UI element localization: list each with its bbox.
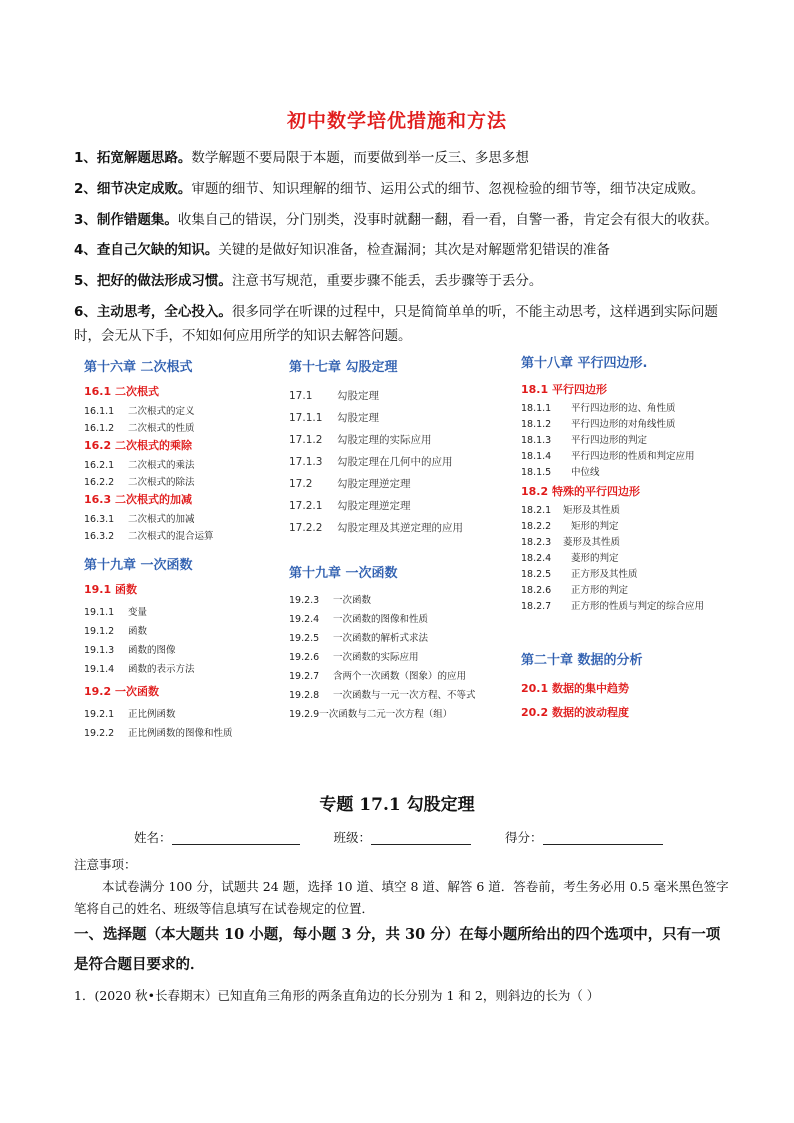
section-title: 18.2 特殊的平行四边形: [521, 485, 640, 498]
list-item: 16.1.2 二次根式的性质: [84, 423, 195, 434]
tip-3: 3、制作错题集。收集自己的错误，分门别类，没事时就翻一翻，看一看，自警一番，肯定会有很大的收获。: [74, 212, 718, 228]
list-item: 18.1.3 平行四边形的判定: [521, 435, 648, 446]
section-title: 19.2 一次函数: [84, 685, 159, 698]
list-item: 19.2.2 正比例函数的图像和性质: [84, 728, 233, 739]
tip-6: 6、主动思考，全心投入。很多同学在听课的过程中，只是简简单单的听，不能主动思考，这样遇到实际问题时，会无从下手，不知如何应用所学的知识去解答问题。: [74, 304, 718, 344]
list-item: 17.2.1 勾股定理逆定理: [289, 500, 411, 512]
section-title: 16.2 二次根式的乘除: [84, 439, 192, 452]
section-title: 20.2 数据的波动程度: [521, 706, 629, 719]
notes-text: 本试卷满分 100 分，试题共 24 题，选择 10 道、填空 8 道、解答 6 道．答卷前，考生务必用 0.5 毫米黑色签字笔将自己的姓名、班级等信息填写在试卷规定的位置．: [74, 879, 729, 916]
list-item: 19.2.9一次函数与二元一次方程（组）: [289, 709, 453, 720]
list-item: 18.2.4 菱形的判定: [521, 553, 619, 564]
chapter-19-part1: [84, 554, 274, 743]
list-item: 18.2.1 矩形及其性质: [521, 505, 621, 516]
tip-1: 1、拓宽解题思路。数学解题不要局限于本题，而要做到举一反三、多思多想: [74, 150, 529, 166]
list-item: 17.1.2 勾股定理的实际应用: [289, 434, 432, 446]
list-item: 17.2 勾股定理逆定理: [289, 478, 411, 490]
topic-title: 专题 17.1 勾股定理: [319, 795, 475, 815]
section-title: 16.3 二次根式的加减: [84, 493, 192, 506]
chapter-18: [521, 352, 741, 615]
list-item: 18.2.6 正方形的判定: [521, 585, 629, 596]
list-item: 19.1.4 函数的表示方法: [84, 664, 195, 675]
list-item: 16.2.2 二次根式的除法: [84, 477, 195, 488]
name-field[interactable]: 姓名：: [134, 828, 300, 846]
list-item: 18.2.5 正方形及其性质: [521, 569, 638, 580]
list-item: 17.1.1 勾股定理: [289, 412, 379, 424]
list-item: 17.1 勾股定理: [289, 390, 379, 402]
chapter-16: [84, 356, 274, 545]
list-item: 16.2.1 二次根式的乘法: [84, 460, 195, 471]
page-title: 初中数学培优措施和方法: [286, 110, 507, 132]
list-item: 17.1.3 勾股定理在几何中的应用: [289, 456, 453, 468]
chapter-20: [521, 649, 741, 724]
list-item: 19.1.1 变量: [84, 607, 148, 618]
list-item: 19.2.5 一次函数的解析式求法: [289, 633, 429, 644]
chapter-17: [289, 356, 509, 539]
section-title: 20.1 数据的集中趋势: [521, 682, 629, 695]
class-field[interactable]: 班级：: [334, 828, 472, 846]
list-item: 19.2.8 一次函数与一元一次方程、不等式: [289, 690, 476, 701]
section-heading: 一、选择题（本大题共 10 小题，每小题 3 分，共 30 分）在每小题所给出的四个选项中，只有一项是符合题目要求的．: [74, 926, 721, 973]
list-item: 18.1.2 平行四边形的对角线性质: [521, 419, 676, 430]
notes-label: 注意事项：: [74, 857, 137, 872]
list-item: 19.2.4 一次函数的图像和性质: [289, 614, 429, 625]
chapter-title: 第十九章 一次函数: [84, 558, 193, 573]
list-item: 19.2.7 含两个一次函数（图象）的应用: [289, 671, 467, 682]
chapter-19-part2: [289, 562, 509, 724]
chapter-title: 第十九章 一次函数: [289, 566, 398, 581]
list-item: 18.2.7 正方形的性质与判定的综合应用: [521, 601, 705, 612]
score-field[interactable]: 得分：: [505, 828, 663, 846]
list-item: 18.1.1 平行四边形的边、角性质: [521, 403, 676, 414]
student-info-fields: [134, 828, 693, 846]
tip-5: 5、把好的做法形成习惯。注意书写规范，重要步骤不能丢，丢步骤等于丢分。: [74, 273, 543, 289]
list-item: 19.2.1 正比例函数: [84, 709, 176, 720]
list-item: 16.3.2 二次根式的混合运算: [84, 531, 214, 542]
chapter-title: 第十七章 勾股定理: [289, 360, 398, 375]
list-item: 17.2.2 勾股定理及其逆定理的应用: [289, 522, 463, 534]
section-title: 18.1 平行四边形: [521, 383, 607, 396]
section-title: 19.1 函数: [84, 583, 137, 596]
chapter-title: 第十八章 平行四边形.: [521, 356, 648, 371]
list-item: 19.1.3 函数的图像: [84, 645, 176, 656]
question-1: 1．(2020 秋•长春期末）已知直角三角形的两条直角边的长分别为 1 和 2，则斜边的长为（ ）: [74, 988, 600, 1003]
list-item: 18.1.4 平行四边形的性质和判定应用: [521, 451, 695, 462]
list-item: 19.2.6 一次函数的实际应用: [289, 652, 419, 663]
tip-2: 2、细节决定成败。审题的细节、知识理解的细节、运用公式的细节、忽视检验的细节等，细节决定成败。: [74, 181, 705, 197]
chapter-title: 第二十章 数据的分析: [521, 653, 643, 668]
list-item: 16.1.1 二次根式的定义: [84, 406, 195, 417]
chapter-title: 第十六章 二次根式: [84, 360, 193, 375]
tip-4: 4、查自己欠缺的知识。关键的是做好知识准备，检查漏洞；其次是对解题常犯错误的准备: [74, 242, 610, 258]
list-item: 18.2.2 矩形的判定: [521, 521, 619, 532]
list-item: 18.2.3 菱形及其性质: [521, 537, 621, 548]
section-title: 16.1 二次根式: [84, 385, 159, 398]
list-item: 18.1.5 中位线: [521, 467, 600, 478]
list-item: 16.3.1 二次根式的加减: [84, 514, 195, 525]
list-item: 19.2.3 一次函数: [289, 595, 372, 606]
list-item: 19.1.2 函数: [84, 626, 148, 637]
